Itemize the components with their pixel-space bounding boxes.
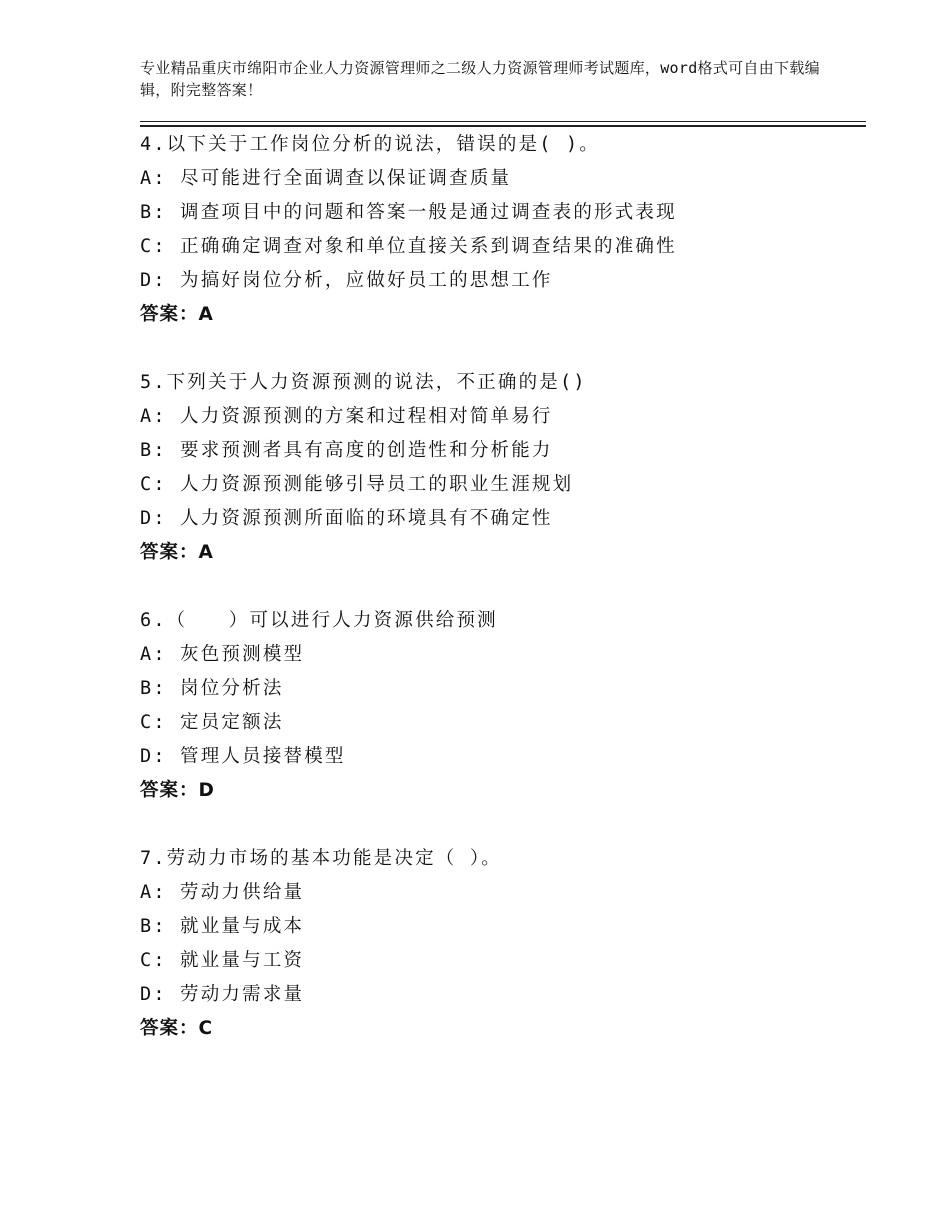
question-6 xyxy=(140,604,866,808)
document-header: 专业精品重庆市绵阳市企业人力资源管理师之二级人力资源管理师考试题库，word格式可自由下载编辑，附完整答案！ xyxy=(140,59,820,99)
question-7 xyxy=(140,842,866,1046)
header-rule-thick xyxy=(140,125,866,127)
answer: 答案：A xyxy=(140,304,214,325)
option-b: B: 调查项目中的问题和答案一般是通过调查表的形式表现 xyxy=(140,202,677,223)
option-a: A: 劳动力供给量 xyxy=(140,882,305,903)
question-4 xyxy=(140,128,866,332)
option-c: C: 就业量与工资 xyxy=(140,950,305,971)
question-5 xyxy=(140,366,866,570)
question-stem: 4.以下关于工作岗位分析的说法，错误的是( )。 xyxy=(140,134,600,155)
option-b: B: 岗位分析法 xyxy=(140,678,284,699)
option-d: D: 劳动力需求量 xyxy=(140,984,305,1005)
option-b: B: 要求预测者具有高度的创造性和分析能力 xyxy=(140,440,553,461)
option-c: C: 定员定额法 xyxy=(140,712,284,733)
option-d: D: 管理人员接替模型 xyxy=(140,746,346,767)
option-a: A: 人力资源预测的方案和过程相对简单易行 xyxy=(140,406,553,427)
question-stem: 5.下列关于人力资源预测的说法，不正确的是() xyxy=(140,372,587,393)
option-d: D: 人力资源预测所面临的环境具有不确定性 xyxy=(140,508,553,529)
option-b: B: 就业量与成本 xyxy=(140,916,305,937)
option-c: C: 正确确定调查对象和单位直接关系到调查结果的准确性 xyxy=(140,236,677,257)
option-d: D: 为搞好岗位分析，应做好员工的思想工作 xyxy=(140,270,553,291)
answer: 答案：D xyxy=(140,780,215,801)
question-list xyxy=(140,128,866,1080)
option-a: A: 尽可能进行全面调查以保证调查质量 xyxy=(140,168,512,189)
header-rule-thin xyxy=(140,121,866,122)
question-stem: 7.劳动力市场的基本功能是决定（ ）。 xyxy=(140,848,502,869)
option-a: A: 灰色预测模型 xyxy=(140,644,305,665)
question-stem: 6.（ ）可以进行人力资源供给预测 xyxy=(140,610,498,631)
answer: 答案：A xyxy=(140,542,214,563)
option-c: C: 人力资源预测能够引导员工的职业生涯规划 xyxy=(140,474,574,495)
answer: 答案：C xyxy=(140,1018,214,1039)
